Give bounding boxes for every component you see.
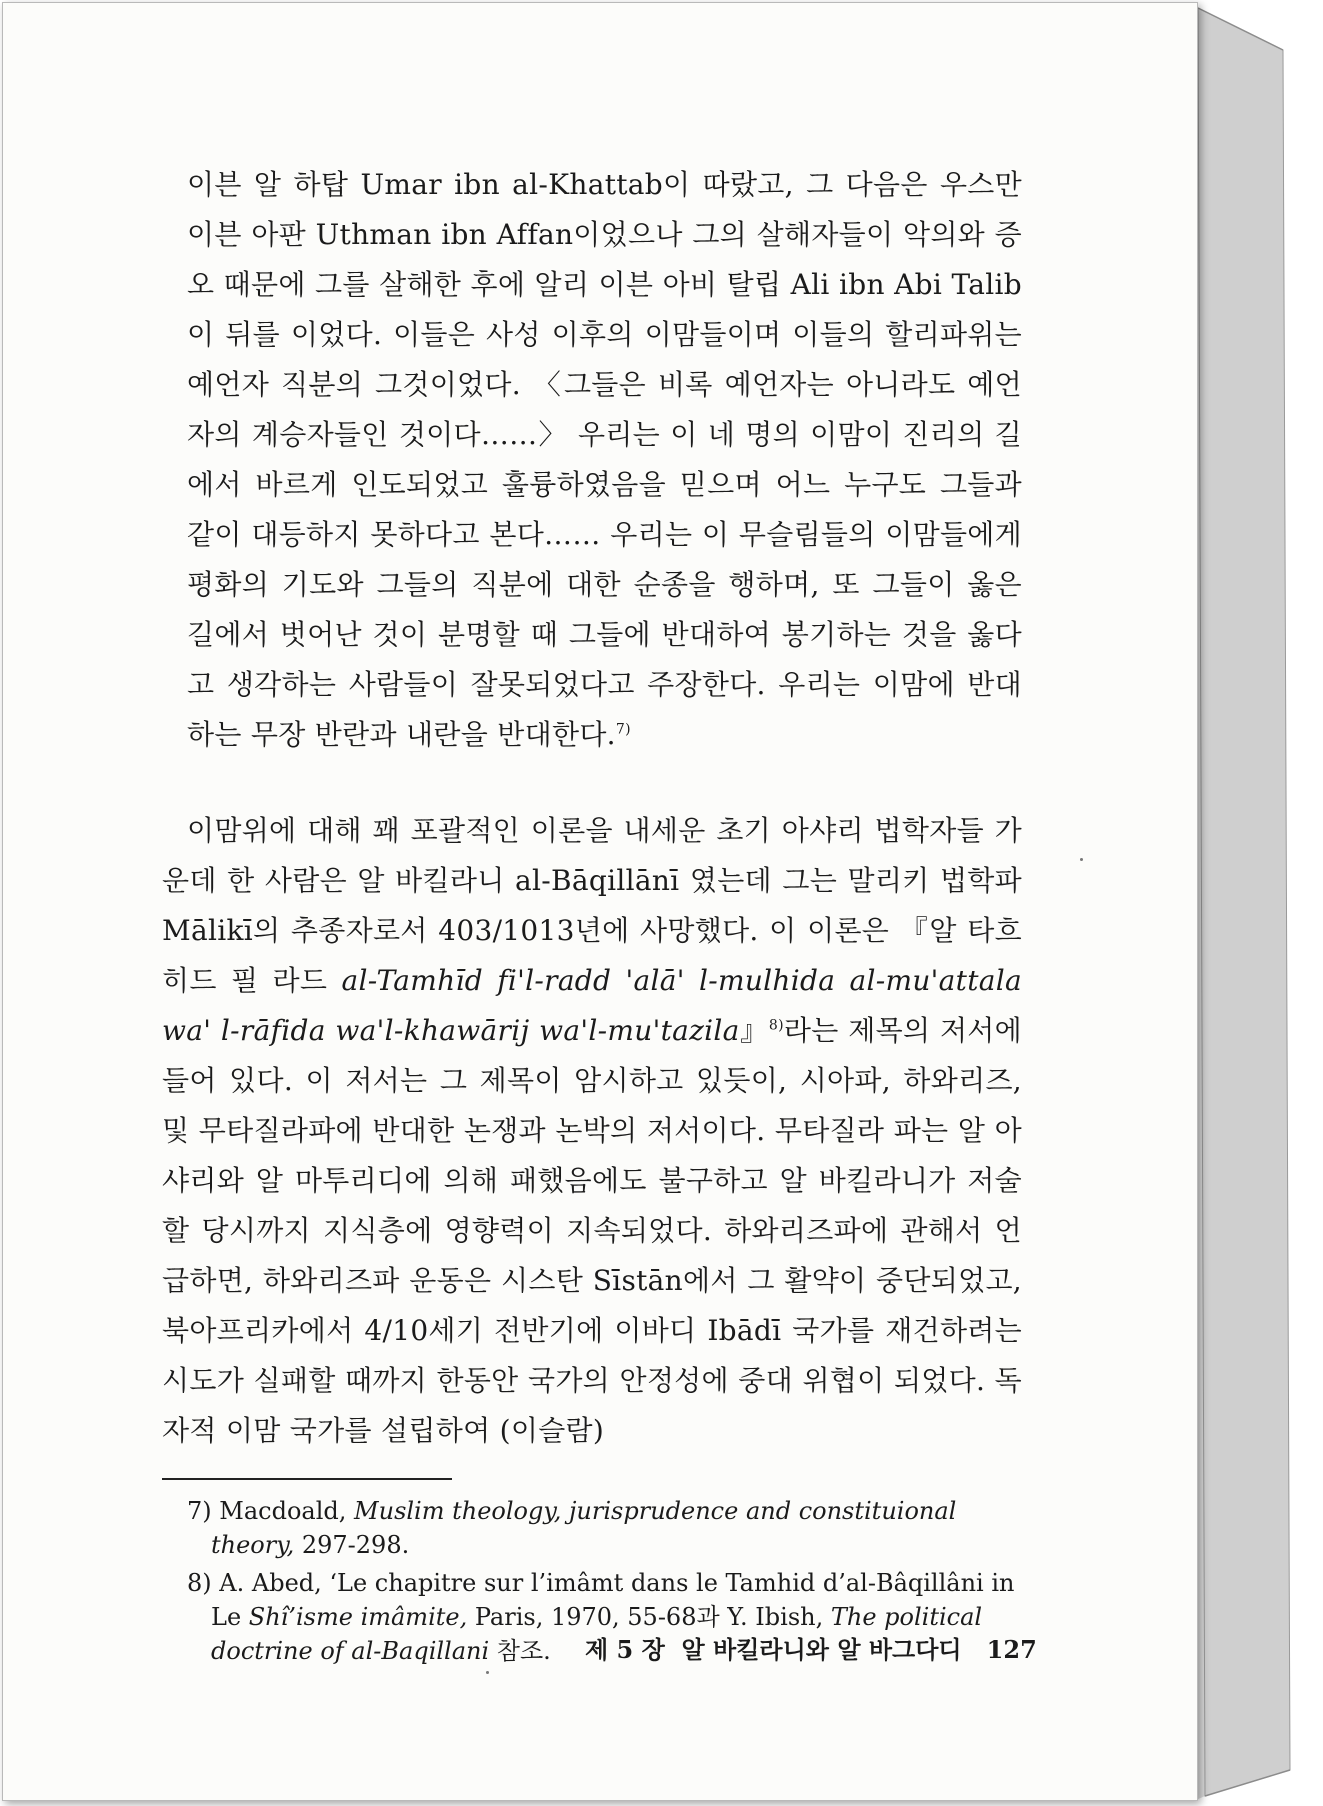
- footnote-text-a: A. Abed, ‘Le chapitre sur l’imâmt dans le Tamhid d’al-Bâqillâni in Le: [211, 1569, 1015, 1631]
- page-number: 127: [986, 1635, 1037, 1664]
- book-title-italic: al-Tamhīd fi'l-radd 'alā' l-mulhida al-mu'attala wa' l-rāfida wa'l-khawārij wa'l-mu'tazila: [162, 964, 1023, 1047]
- body-paragraph: [162, 806, 1022, 1456]
- scan-speck: [1080, 858, 1083, 861]
- footnote-7: [187, 1494, 1022, 1562]
- title-close-bracket: 』: [739, 1014, 769, 1047]
- paragraph-text-1: 이맘위에 대해 꽤 포괄적인 이론을 내세운 초기 아샤리 법학자들 가운데 한 사람은 알 바킬라니 al-Bāqillānī 였는데 그는 말리키 법학파 Mālikī의 추종자로서 403/1013년에 사망했다. 이 이론은 『알 타흐히드 필 라드: [162, 814, 1022, 997]
- footnote-author: Macdoald,: [219, 1497, 355, 1525]
- footnote-number: 7): [187, 1497, 212, 1525]
- block-quote-text: 이븐 알 하탑 Umar ibn al-Khattab이 따랐고, 그 다음은 우스만 이븐 아판 Uthman ibn Affan이었으나 그의 살해자들이 악의와 증오 때문에 그를 살해한 후에 알리 이븐 아비 탈립 Ali ibn Abi Talib이 뒤를 이었다. 이들은 사성 이후의 이맘들이며 이들의 할리파위는 예언자 직분의 그것이었다. 〈그들은 비록 예언자는 아니라도 예언자의 계승자들인 것이다……〉 우리는 이 네 명의 이맘이 진리의 길에서 바르게 인도되었고 훌륭하였음을 믿으며 어느 누구도 그들과 같이 대등하지 못하다고 본다…… 우리는 이 무슬림들의 이맘들에게 평화의 기도와 그들의 직분에 대한 순종을 행하며, 또 그들이 옳은 길에서 벗어난 것이 분명할 때 그들에 반대하여 봉기하는 것을 옳다고 생각하는 사람들이 잘못되었다고 주장한다. 우리는 이맘에 반대하는 무장 반란과 내란을 반대한다.: [187, 168, 1022, 751]
- running-footer: [585, 1630, 1037, 1665]
- page-body: [162, 160, 1022, 1672]
- footnote-title: Muslim theology, jurisprudence and constituional theory,: [211, 1497, 957, 1559]
- footnote-title-b: The political doctrine of al-Baqillani: [211, 1603, 983, 1665]
- footnote-ref-7: 7): [615, 721, 631, 738]
- footnote-text-c: 참조.: [489, 1637, 551, 1665]
- footnote-title-a: Shî’isme imâmite,: [248, 1603, 468, 1631]
- footnote-ref-8: 8): [768, 1017, 784, 1034]
- footnote-number: 8): [187, 1569, 212, 1597]
- footnote-text-b: Paris, 1970, 55-68과 Y. Ibish,: [467, 1603, 831, 1631]
- footnote-divider: [162, 1478, 452, 1480]
- running-title: 알 바킬라니와 알 바그다디: [681, 1635, 962, 1664]
- paragraph-text-2: 라는 제목의 저서에 들어 있다. 이 저서는 그 제목이 암시하고 있듯이, 시아파, 하와리즈, 및 무타질라파에 반대한 논쟁과 논박의 저서이다. 무타질라 파는 알 아샤리와 알 마투리디에 의해 패했음에도 불구하고 알 바킬라니가 저술할 당시까지 지식층에 영향력이 지속되었다. 하와리즈파에 관해서 언급하면, 하와리즈파 운동은 시스탄 Sīstān에서 그 활약이 중단되었고, 북아프리카에서 4/10세기 전반기에 이바디 Ibādī 국가를 재건하려는 시도가 실패할 때까지 한동안 국가의 안정성에 중대 위협이 되었다. 독자적 이맘 국가를 설립하여 (이슬람): [162, 1014, 1022, 1447]
- chapter-label: 제 5 장: [585, 1635, 665, 1664]
- footnote-pages: 297-298.: [294, 1531, 410, 1559]
- block-quote: [187, 160, 1022, 760]
